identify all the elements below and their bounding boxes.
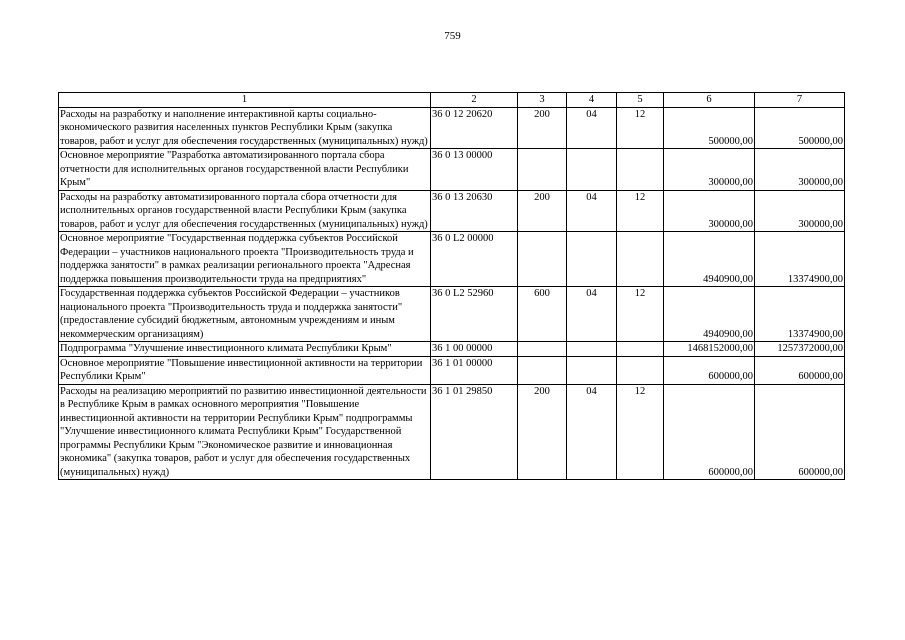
- row-expense-type: 200: [518, 384, 567, 480]
- row-name: Основное мероприятие "Государственная поддержка субъектов Российской Федерации – участников национального проекта "Производительность труда и поддержка занятости" в рамках реализации регионального проекта "Адресная поддержка повышения производительности труда на предприятиях": [59, 232, 431, 287]
- row-subsection: [617, 356, 664, 384]
- row-subsection: [617, 342, 664, 357]
- row-expense-type: [518, 149, 567, 191]
- row-amount-1: 600000,00: [664, 384, 755, 480]
- row-name: Расходы на реализацию мероприятий по развитию инвестиционной деятельности в Республике Крым в рамках основного мероприятия "Повышение инвестиционной активности на территории Республики Крым" подпрограммы "Улучшение инвестиционного климата Республики Крым" Государственной программы Республики Крым "Экономическое развитие и инновационная экономика" (закупка товаров, работ и услуг для обеспечения государственных (муниципальных) нужд): [59, 384, 431, 480]
- row-amount-1: 300000,00: [664, 149, 755, 191]
- row-amount-1: 500000,00: [664, 107, 755, 149]
- row-section: [567, 356, 617, 384]
- row-subsection: [617, 149, 664, 191]
- row-expense-type: [518, 342, 567, 357]
- row-amount-2: 13374900,00: [755, 287, 845, 342]
- row-amount-1: 4940900,00: [664, 287, 755, 342]
- row-section: [567, 232, 617, 287]
- row-amount-2: 1257372000,00: [755, 342, 845, 357]
- row-name: Государственная поддержка субъектов Российской Федерации – участников национального проекта "Производительность труда и поддержка занятости" (предоставление субсидий бюджетным, автономным учреждениям и иным некоммерческим организациям): [59, 287, 431, 342]
- row-amount-1: 300000,00: [664, 190, 755, 232]
- header-cell: 2: [431, 93, 518, 108]
- row-name: Расходы на разработку автоматизированного портала сбора отчетности для исполнительных органов государственной власти Республики Крым (закупка товаров, работ и услуг для обеспечения государственных (муниципальных) нужд): [59, 190, 431, 232]
- row-subsection: [617, 232, 664, 287]
- header-cell: 4: [567, 93, 617, 108]
- row-section: [567, 342, 617, 357]
- row-expense-type: [518, 232, 567, 287]
- row-amount-2: 300000,00: [755, 149, 845, 191]
- table-row: [59, 287, 845, 342]
- table-row: [59, 149, 845, 191]
- row-amount-2: 300000,00: [755, 190, 845, 232]
- row-name: Основное мероприятие "Разработка автоматизированного портала сбора отчетности для исполнительных органов государственной власти Республики Крым": [59, 149, 431, 191]
- row-name: Расходы на разработку и наполнение интерактивной карты социально-экономического развития населенных пунктов Республики Крым (закупка товаров, работ и услуг для обеспечения государственных (муниципальных) нужд): [59, 107, 431, 149]
- row-code: 36 0 L2 52960: [431, 287, 518, 342]
- row-amount-2: 600000,00: [755, 356, 845, 384]
- row-subsection: 12: [617, 287, 664, 342]
- row-expense-type: [518, 356, 567, 384]
- page-number: 759: [444, 30, 461, 42]
- table-row: [59, 107, 845, 149]
- row-amount-1: 4940900,00: [664, 232, 755, 287]
- budget-table: [58, 92, 845, 480]
- row-code: 36 1 01 29850: [431, 384, 518, 480]
- header-cell: 7: [755, 93, 845, 108]
- table-row: [59, 342, 845, 357]
- row-code: 36 1 00 00000: [431, 342, 518, 357]
- header-cell: 5: [617, 93, 664, 108]
- header-cell: 1: [59, 93, 431, 108]
- row-name: Основное мероприятие "Повышение инвестиционной активности на территории Республики Крым": [59, 356, 431, 384]
- row-expense-type: 600: [518, 287, 567, 342]
- row-amount-2: 600000,00: [755, 384, 845, 480]
- row-subsection: 12: [617, 190, 664, 232]
- table-row: [59, 356, 845, 384]
- header-cell: 6: [664, 93, 755, 108]
- row-code: 36 0 12 20620: [431, 107, 518, 149]
- row-section: [567, 149, 617, 191]
- row-subsection: 12: [617, 107, 664, 149]
- row-code: 36 0 13 00000: [431, 149, 518, 191]
- header-cell: 3: [518, 93, 567, 108]
- row-section: 04: [567, 190, 617, 232]
- row-section: 04: [567, 287, 617, 342]
- table-row: [59, 232, 845, 287]
- row-section: 04: [567, 384, 617, 480]
- row-code: 36 1 01 00000: [431, 356, 518, 384]
- row-amount-1: 600000,00: [664, 356, 755, 384]
- row-subsection: 12: [617, 384, 664, 480]
- row-amount-2: 13374900,00: [755, 232, 845, 287]
- row-section: 04: [567, 107, 617, 149]
- row-name: Подпрограмма "Улучшение инвестиционного климата Республики Крым": [59, 342, 431, 357]
- row-amount-2: 500000,00: [755, 107, 845, 149]
- row-expense-type: 200: [518, 190, 567, 232]
- row-amount-1: 1468152000,00: [664, 342, 755, 357]
- table-row: [59, 190, 845, 232]
- table-row: [59, 384, 845, 480]
- row-code: 36 0 L2 00000: [431, 232, 518, 287]
- table-header-row: [59, 93, 845, 108]
- row-code: 36 0 13 20630: [431, 190, 518, 232]
- row-expense-type: 200: [518, 107, 567, 149]
